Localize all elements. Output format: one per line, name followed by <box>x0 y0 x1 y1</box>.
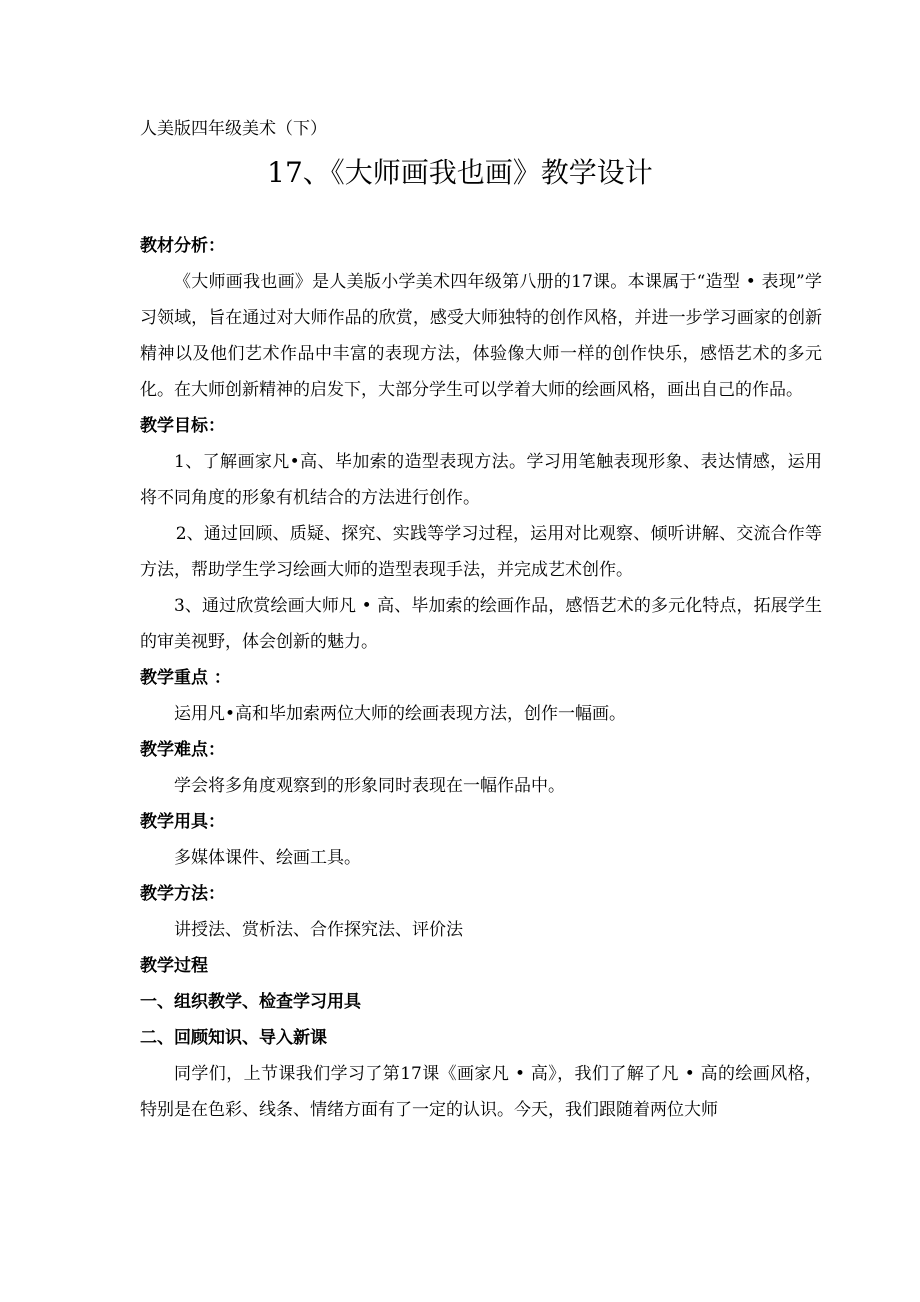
goals-heading: 教学目标： <box>140 416 225 436</box>
analysis-heading: 教材分析： <box>140 236 225 256</box>
process-heading: 教学过程 <box>140 956 208 976</box>
methods-heading: 教学方法： <box>140 884 225 904</box>
process-step-heading: 一、组织教学、检查学习用具 <box>140 992 361 1012</box>
tools-text: 多媒体课件、绘画工具。 <box>174 848 361 868</box>
methods-text: 讲授法、赏析法、合作探究法、评价法 <box>174 920 463 940</box>
goal-item: 3、通过欣赏绘画大师凡 • 高、毕加索的绘画作品，感悟艺术的多元化特点，拓展学生的审美视野，体会创新的魅力。 <box>140 596 822 652</box>
tools-heading: 教学用具： <box>140 812 225 832</box>
publisher-line: 人美版四年级美术（下） <box>140 119 327 139</box>
page-title: 17、《大师画我也画》教学设计 <box>267 156 653 189</box>
process-step-heading: 二、回顾知识、导入新课 <box>140 1028 327 1048</box>
difficulties-text: 学会将多角度观察到的形象同时表现在一幅作品中。 <box>174 776 565 796</box>
process-step-paragraph: 同学们，上节课我们学习了第17课《画家凡 • 高》，我们了解了凡 • 高的绘画风格，特别是在色彩、线条、情绪方面有了一定的认识。今天，我们跟随着两位大师 <box>140 1064 822 1120</box>
document-body <box>140 234 822 1134</box>
difficulties-heading: 教学难点： <box>140 740 225 760</box>
key-points-text: 运用凡•高和毕加索两位大师的绘画表现方法，创作一幅画。 <box>174 704 627 724</box>
goal-item: 2、通过回顾、质疑、探究、实践等学习过程，运用对比观察、倾听讲解、交流合作等方法，帮助学生学习绘画大师的造型表现手法，并完成艺术创作。 <box>140 524 822 580</box>
goal-item: 1、了解画家凡•高、毕加索的造型表现方法。学习用笔触表现形象、表达情感，运用将不同角度的形象有机结合的方法进行创作。 <box>140 452 822 508</box>
key-points-heading: 教学重点 ： <box>140 668 231 688</box>
analysis-paragraph: 《大师画我也画》是人美版小学美术四年级第八册的17课。本课属于“造型 • 表现”学习领域，旨在通过对大师作品的欣赏，感受大师独特的创作风格，并进一步学习画家的创新精神以及他们艺术作品中丰富的表现方法，体验像大师一样的创作快乐，感悟艺术的多元化。在大师创新精神的启发下，大部分学生可以学着大师的绘画风格，画出自己的作品。 <box>140 272 822 400</box>
